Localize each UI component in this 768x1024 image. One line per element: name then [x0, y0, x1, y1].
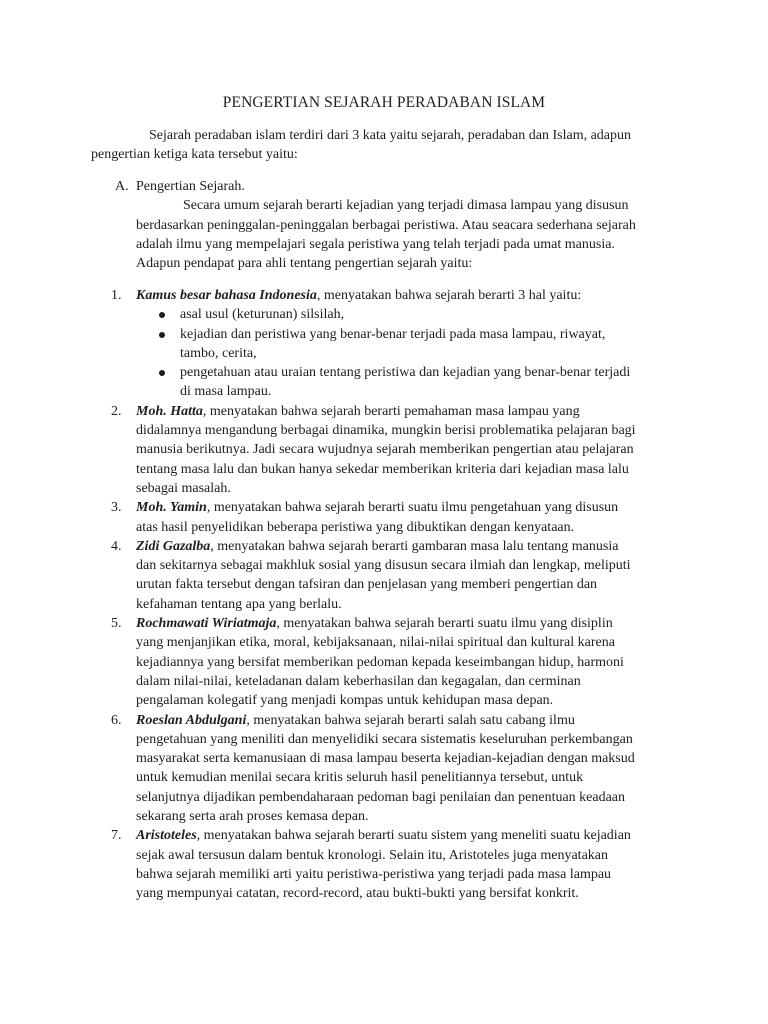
bullet-line: kejadian dan peristiwa yang benar-benar terjadi pada masa lampau, riwayat, [180, 326, 606, 342]
list-item [111, 402, 691, 498]
item-text: , menyatakan bahwa sejarah berarti pemahaman masa lampau yang [202, 403, 580, 419]
item-text: , menyatakan bahwa sejarah berarti suatu ilmu yang disiplin [276, 616, 613, 632]
item-line: tentang masa lalu dan bukan hanya sekedar memberikan kriteria dari kejadian masa lalu [136, 461, 629, 477]
item-line: yang mempunyai catatan, record-record, atau bukti-bukti yang bersifat konkrit. [136, 886, 579, 902]
section-letter: A. [115, 179, 129, 194]
expert-name: Moh. Yamin [136, 500, 207, 516]
expert-name: Rochmawati Wiriatmaja [136, 616, 277, 632]
item-line [136, 614, 691, 633]
section-line: adalah ilmu yang mempelajari segala peristiwa yang telah terjadi pada umat manusia. [136, 236, 615, 252]
item-line: urutan fakta tersebut dengan tafsiran dan penjelasan yang memberi pengertian dan [136, 577, 598, 593]
list-item [111, 614, 691, 710]
section-line: Adapun pendapat para ahli tentang pengertian sejarah yaitu: [136, 256, 473, 272]
item-line: manusia berikutnya. Jadi secara wujudnya sejarah memberikan pengertian atau pelajaran [136, 442, 634, 458]
expert-list [111, 286, 691, 904]
list-item [111, 537, 691, 614]
item-line: selanjutnya dijadikan pembendaharaan pedoman bagi penilaian dan penentuan keadaan [136, 789, 626, 805]
intro-paragraph [91, 126, 691, 165]
item-line [136, 402, 691, 421]
section-line: Secara umum sejarah berarti kejadian yang terjadi dimasa lampau yang disusun [183, 198, 629, 214]
bullet-dot-icon [159, 370, 165, 376]
bullet-item [136, 305, 691, 324]
bullet-list [136, 305, 691, 401]
item-number: 4. [111, 538, 122, 554]
bullet-line: tambo, cerita, [180, 345, 257, 361]
item-line [136, 711, 691, 730]
bullet-dot-icon [159, 312, 165, 318]
item-line: atas hasil penyelidikan beberapa peristiwa yang dibuktikan dengan kenyataan. [136, 519, 575, 535]
item-line: sekarang serta arah proses kemasa depan. [136, 809, 369, 825]
item-line: sejak awal tersusun dalam bentuk kronologi. Selain itu, Aristoteles juga menyatakan [136, 847, 609, 863]
list-item [111, 286, 691, 402]
bullet-dot-icon [159, 332, 165, 338]
expert-name: Kamus besar bahasa Indonesia [136, 288, 317, 303]
item-line: kefahaman tentang apa yang berlalu. [136, 596, 342, 612]
item-line: didalamnya mengandung berbagai dinamika, mungkin berisi problematika pelajaran bagi [136, 423, 636, 439]
item-line: untuk kemudian menilai secara kritis seluruh hasil penelitiannya tersebut, untuk [136, 770, 584, 786]
item-text: , menyatakan bahwa sejarah berarti salah satu cabang ilmu [246, 712, 575, 728]
item-number: 7. [111, 828, 122, 844]
item-line [136, 498, 691, 517]
list-item [111, 711, 691, 827]
item-text: , menyatakan bahwa sejarah berarti suatu ilmu pengetahuan yang disusun [206, 500, 619, 516]
expert-name: Moh. Hatta [136, 403, 203, 419]
item-line: sebagai masalah. [136, 480, 231, 496]
item-line: kejadiannya yang bersifat memberikan pedoman kepada keseimbangan hidup, harmoni [136, 654, 624, 670]
bullet-line: di masa lampau. [180, 384, 272, 400]
item-line [136, 537, 691, 556]
intro-line: pengertian ketiga kata tersebut yaitu: [91, 147, 298, 163]
item-number: 2. [111, 403, 122, 419]
item-line: bahwa sejarah memiliki arti yaitu peristiwa-peristiwa yang terjadi pada masa lampau [136, 866, 612, 882]
intro-line: Sejarah peradaban islam terdiri dari 3 kata yaitu sejarah, peradaban dan Islam, adapun [149, 128, 632, 143]
item-line: pengetahuan yang meniliti dan menyelidiki secara sistematis keseluruhan perkembangan [136, 731, 633, 747]
list-item [111, 826, 691, 903]
bullet-item [136, 363, 691, 402]
section-line: berdasarkan peninggalan-peninggalan berbagai peristiwa. Atau seacara sederhana sejarah [136, 217, 636, 233]
item-line: pengalaman kolegatif yang menjadi kompas untuk kehidupan masa depan. [136, 693, 554, 709]
bullet-item [136, 325, 691, 364]
section-heading: Pengertian Sejarah. [136, 179, 245, 194]
item-line: dalam nilai-nilai, keteladanan dalam keberhasilan dan kegagalan, dan cerminan [136, 673, 581, 689]
item-text: , menyatakan bahwa sejarah berarti suatu sistem yang meneliti suatu kejadian [196, 828, 631, 844]
item-number: 5. [111, 616, 122, 632]
item-text: , menyatakan bahwa sejarah berarti gambaran masa lalu tentang manusia [210, 538, 619, 554]
bullet-line: pengetahuan atau uraian tentang peristiwa dan kejadian yang benar-benar terjadi [180, 365, 631, 381]
bullet-line: asal usul (keturunan) silsilah, [180, 307, 345, 323]
expert-name: Roeslan Abdulgani [136, 712, 247, 728]
item-line [136, 826, 691, 845]
expert-name: Aristoteles [136, 828, 197, 844]
item-number: 3. [111, 500, 122, 516]
item-number: 6. [111, 712, 122, 728]
section-a [115, 177, 695, 273]
expert-name: Zidi Gazalba [136, 538, 211, 554]
item-line: masyarakat serta kemanusiaan di masa lampau beserta kejadian-kejadian dengan maksud [136, 751, 635, 767]
document-title: PENGERTIAN SEJARAH PERADABAN ISLAM [222, 94, 546, 111]
list-item [111, 498, 691, 537]
item-line: yang menjanjikan etika, moral, kebijaksanaan, nilai-nilai spiritual dan kultural karena [136, 635, 615, 651]
item-line [136, 286, 691, 305]
item-number: 1. [111, 288, 122, 303]
item-text: , menyatakan bahwa sejarah berarti 3 hal yaitu: [316, 288, 582, 303]
item-line: dan sekitarnya sebagai makhluk sosial yang disusun secara ilmiah dan lengkap, meliputi [136, 558, 631, 574]
